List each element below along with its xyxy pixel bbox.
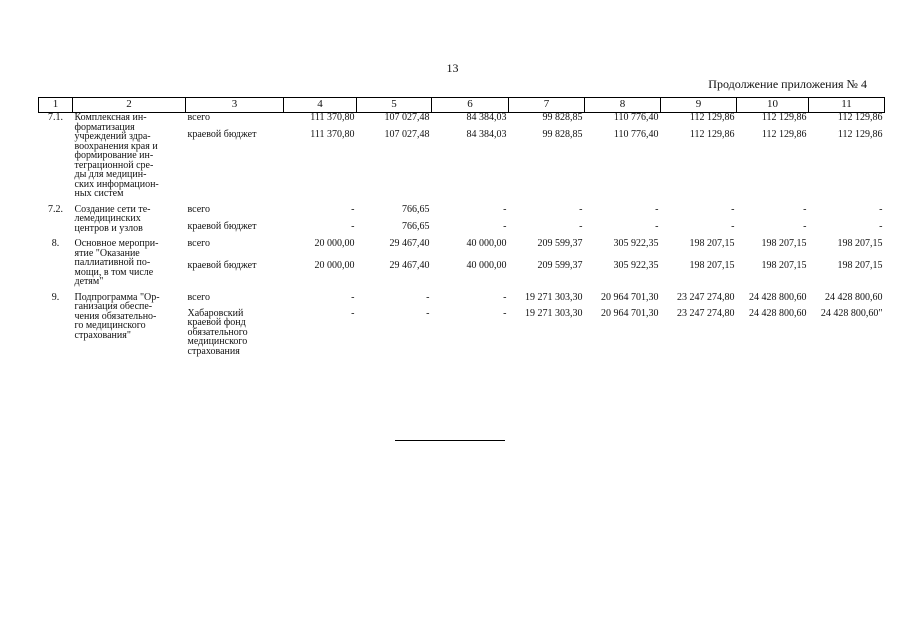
amount-cell: 107 027,48 — [384, 112, 430, 123]
amount-cell: - — [579, 203, 583, 215]
amount-cell: - — [803, 220, 807, 232]
amount-cell: 23 247 274,80 — [677, 291, 735, 303]
column-header: 5 — [357, 98, 432, 113]
amount-cell: 111 370,80 — [310, 112, 355, 123]
amount-cell: - — [426, 307, 430, 319]
amount-cell: 111 370,80 — [310, 129, 355, 140]
amount-cell: - — [351, 220, 355, 232]
amount-cell: - — [879, 220, 883, 232]
table-row — [39, 205, 885, 222]
amount-cell: 23 247 274,80 — [677, 307, 735, 319]
table-row — [39, 239, 885, 261]
page-number: 13 — [446, 61, 459, 75]
amount-cell: 766,65 — [402, 220, 430, 232]
amount-cell: 29 467,40 — [389, 260, 430, 271]
amount-cell: 40 000,00 — [466, 238, 507, 249]
amount-cell: - — [351, 291, 355, 303]
amount-cell: 198 207,15 — [837, 260, 883, 271]
item-name: Создание сети те- лемедицинских центров и узлов — [74, 203, 151, 234]
budget-table — [38, 97, 885, 356]
amount-cell: - — [803, 203, 807, 215]
amount-cell: 112 129,86 — [761, 129, 807, 140]
amount-cell: 24 428 800,60 — [749, 307, 807, 319]
funding-source: краевой бюджет — [187, 220, 257, 232]
amount-cell: 99 828,85 — [542, 129, 583, 140]
funding-source: всего — [187, 112, 211, 123]
column-header: 8 — [585, 98, 661, 113]
amount-cell: 112 129,86 — [837, 112, 883, 123]
amount-cell: 198 207,15 — [761, 260, 807, 271]
amount-cell: 19 271 303,30 — [525, 291, 583, 303]
amount-cell: - — [351, 203, 355, 215]
amount-cell: 107 027,48 — [384, 129, 430, 140]
amount-cell: - — [731, 220, 735, 232]
item-name: Основное меропри- ятие "Оказание паллиативной по- мощи, в том числе детям" — [74, 238, 159, 287]
column-header: 10 — [737, 98, 809, 113]
amount-cell: - — [503, 291, 507, 303]
funding-source: всего — [187, 291, 211, 303]
funding-source: всего — [187, 203, 211, 215]
amount-cell: 20 000,00 — [314, 238, 355, 249]
column-header: 1 — [39, 98, 73, 113]
item-number: 7.2. — [48, 203, 63, 215]
end-of-document-rule — [395, 440, 505, 441]
amount-cell: - — [503, 220, 507, 232]
column-header: 7 — [509, 98, 585, 113]
table-row — [39, 113, 885, 131]
funding-source: краевой бюджет — [187, 260, 257, 271]
column-number-row — [39, 98, 885, 113]
item-number: 9. — [51, 291, 60, 303]
amount-cell: 305 922,35 — [613, 238, 659, 249]
amount-cell: 209 599,37 — [537, 260, 583, 271]
column-header: 11 — [809, 98, 885, 113]
column-header: 6 — [432, 98, 509, 113]
item-number: 8. — [51, 238, 60, 249]
item-number: 7.1. — [48, 112, 63, 123]
amount-cell: 112 129,86 — [689, 129, 735, 140]
column-header: 9 — [661, 98, 737, 113]
amount-cell: 19 271 303,30 — [525, 307, 583, 319]
amount-cell: 112 129,86 — [689, 112, 735, 123]
amount-cell: - — [731, 203, 735, 215]
appendix-continuation-label: Продолжение приложения № 4 — [708, 77, 867, 91]
amount-cell: 24 428 800,60" — [820, 307, 883, 319]
amount-cell: - — [579, 220, 583, 232]
funding-source: Хабаровский краевой фонд обязательного медицинского страхования — [187, 307, 248, 357]
amount-cell: 24 428 800,60 — [825, 291, 883, 303]
amount-cell: 110 776,40 — [613, 112, 659, 123]
amount-cell: 209 599,37 — [537, 238, 583, 249]
amount-cell: 766,65 — [402, 203, 430, 215]
amount-cell: 198 207,15 — [761, 238, 807, 249]
amount-cell: 99 828,85 — [542, 112, 583, 123]
column-header: 3 — [186, 98, 284, 113]
item-name: Комплексная ин- форматизация учреждений здра- воохранения края и формирование ин- теграционной сре- ды для медицин- ских информацион- ных систем — [74, 112, 159, 199]
amount-cell: 84 384,03 — [466, 112, 507, 123]
amount-cell: 20 964 701,30 — [601, 291, 659, 303]
amount-cell: 29 467,40 — [389, 238, 430, 249]
amount-cell: - — [879, 203, 883, 215]
amount-cell: 20 000,00 — [314, 260, 355, 271]
amount-cell: - — [351, 307, 355, 319]
column-header: 4 — [284, 98, 357, 113]
amount-cell: 84 384,03 — [466, 129, 507, 140]
amount-cell: 40 000,00 — [466, 260, 507, 271]
amount-cell: - — [426, 291, 430, 303]
amount-cell: 110 776,40 — [613, 129, 659, 140]
amount-cell: 112 129,86 — [761, 112, 807, 123]
funding-source: всего — [187, 238, 211, 249]
amount-cell: 24 428 800,60 — [749, 291, 807, 303]
amount-cell: 198 207,15 — [689, 260, 735, 271]
table-row — [39, 293, 885, 309]
column-header: 2 — [73, 98, 186, 113]
item-name: Подпрограмма "Ор- ганизация обеспе- чения обязательно- го медицинского страхования" — [74, 291, 160, 341]
amount-cell: 112 129,86 — [837, 129, 883, 140]
amount-cell: 198 207,15 — [689, 238, 735, 249]
amount-cell: - — [503, 307, 507, 319]
amount-cell: 198 207,15 — [837, 238, 883, 249]
amount-cell: 305 922,35 — [613, 260, 659, 271]
funding-source: краевой бюджет — [187, 129, 257, 140]
amount-cell: 20 964 701,30 — [601, 307, 659, 319]
amount-cell: - — [655, 203, 659, 215]
amount-cell: - — [503, 203, 507, 215]
amount-cell: - — [655, 220, 659, 232]
